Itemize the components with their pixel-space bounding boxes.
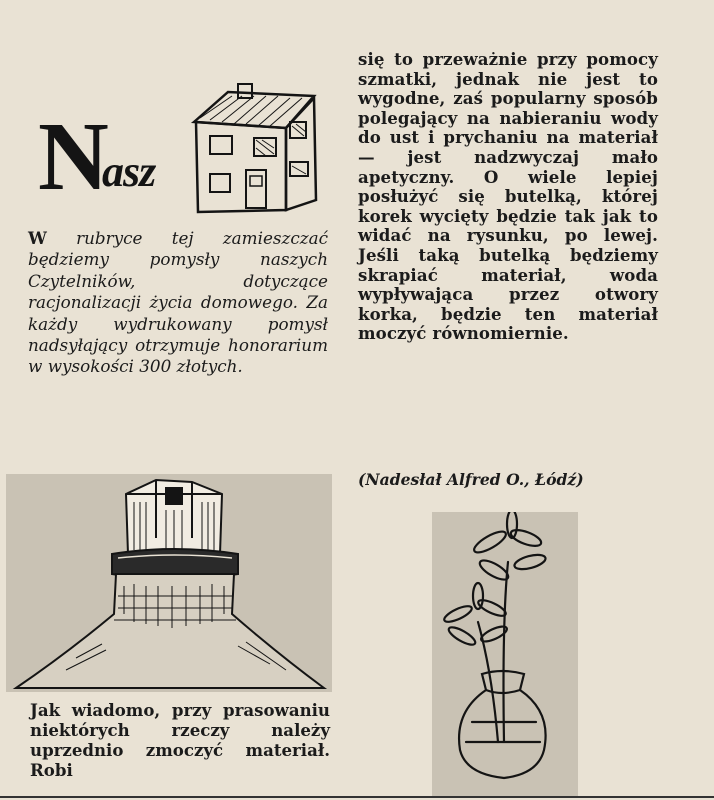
article-right-column: się to przeważnie przy pomocy szmatki, jednak nie jest to wygodne, zaś popularny sposób polegający na nabieraniu wody do ust i prychaniu na materiał — jest nadzwyczaj mało apetyczny. O wiele lepiej posłużyć się butelką, której korek wycięty będzie tak jak to widać na rysunku, po lewej. Jeśli taką butelką będziemy skrapiać materiał, woda wypływająca przez otwory korka, będzie ten materiał moczyć równomiernie. xyxy=(358,49,658,344)
logo-first-letter: N xyxy=(38,103,109,211)
intro-lead: W xyxy=(28,228,47,248)
logo-rest: asz xyxy=(102,147,156,196)
vase-flowers-illustration xyxy=(432,512,578,798)
intro-text: rubryce tej zamieszczać będziemy pomysły naszych Czytelników, dotyczące racjonalizacji życia domowego. Za każdy wydrukowany pomysł nadsyłający otrzymuje honorarium w wysokości 300 złotych. xyxy=(28,228,328,377)
bottle-cork-illustration xyxy=(6,474,332,692)
article-signature: (Nadesłał Alfred O., Łódź) xyxy=(358,470,584,489)
bottom-divider xyxy=(0,796,714,798)
intro-paragraph xyxy=(28,228,328,378)
house-icon xyxy=(190,82,330,214)
article-left-column: Jak wiadomo, przy prasowaniu niektórych rzeczy należy uprzednio zmoczyć materiał. Robi xyxy=(30,700,330,780)
